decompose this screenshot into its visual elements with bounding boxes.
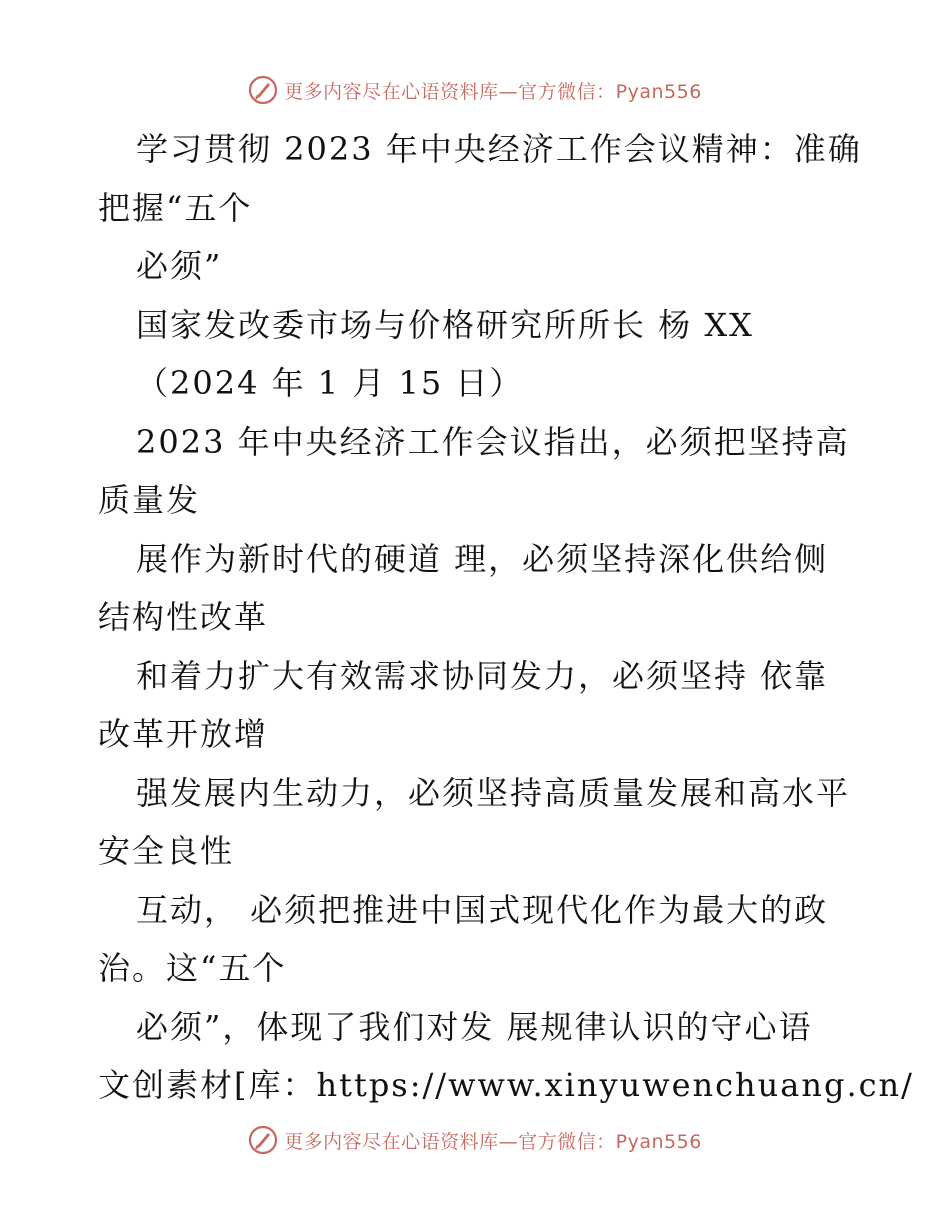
paragraph-line: 互动， 必须把推进中国式现代化作为最大的政 <box>136 890 829 929</box>
paragraph-line: 和着力扩大有效需求协同发力，必须坚持 依靠 <box>136 656 829 695</box>
paragraph-line: 文创素材[库：https://www.xinyuwenchuang.cn/ <box>98 1066 914 1104</box>
header-banner <box>0 72 950 108</box>
title-line-2: 把握“五个 <box>98 188 253 227</box>
footer-banner <box>0 1122 950 1158</box>
paragraph-line: 2023 年中央经济工作会议指出，必须把坚持高 <box>136 422 850 461</box>
author-line: 国家发改委市场与价格研究所所长 杨 XX <box>136 305 754 344</box>
title-line-3: 必须” <box>136 247 223 285</box>
title-line-1: 学习贯彻 2023 年中央经济工作会议精神：准确 <box>136 130 862 168</box>
header-banner-text: 更多内容尽在心语资料库—官方微信：Pyan556 <box>284 80 702 103</box>
paragraph-line: 治。这“五个 <box>98 949 287 987</box>
paragraph-line: 质量发 <box>98 481 201 519</box>
quill-pen-seal-icon <box>248 75 278 105</box>
paragraph-line: 结构性改革 <box>98 598 269 636</box>
paragraph-line: 展作为新时代的硬道 理，必须坚持深化供给侧 <box>136 539 829 578</box>
document-body <box>98 120 914 1115</box>
paragraph-line: 强发展内生动力，必须坚持高质量发展和高水平 <box>136 773 851 812</box>
paragraph-line: 改革开放增 <box>98 715 269 753</box>
quill-pen-seal-icon <box>248 1125 278 1155</box>
date-line: （2024 年 1 月 15 日） <box>136 364 524 402</box>
paragraph-line: 安全良性 <box>98 832 235 870</box>
footer-banner-text: 更多内容尽在心语资料库—官方微信：Pyan556 <box>284 1130 702 1153</box>
paragraph-line: 必须”，体现了我们对发 展规律认识的守心语 <box>136 1007 813 1046</box>
